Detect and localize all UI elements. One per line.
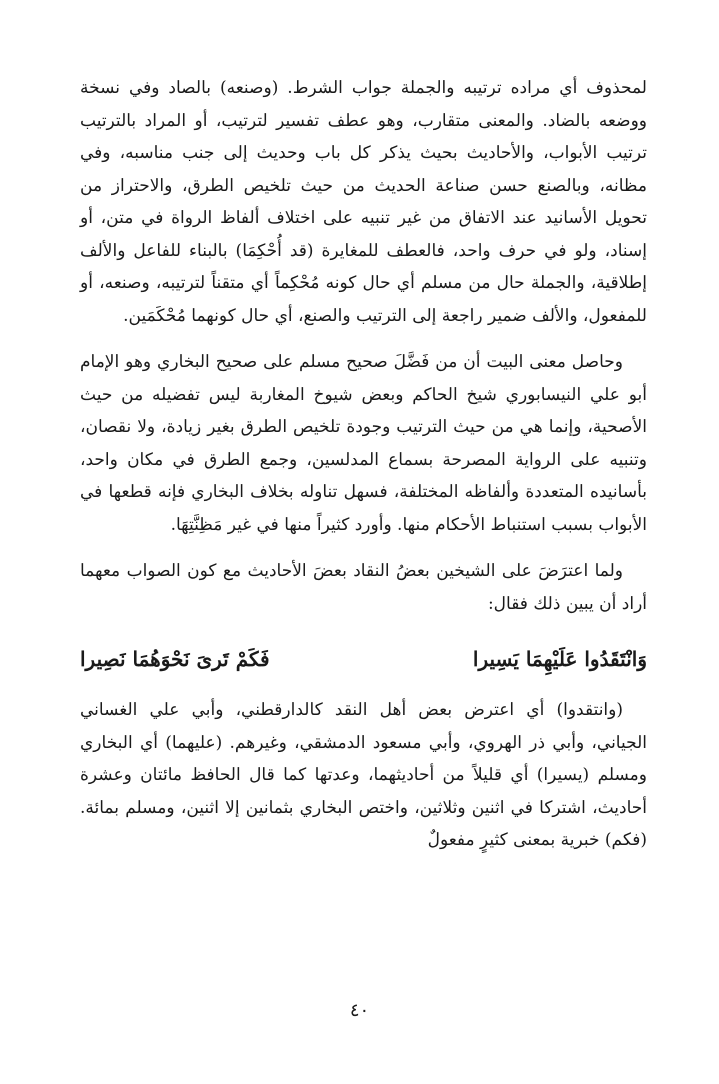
verse-first-hemistich: وَانْتَقَدُوا عَلَيْهِمَا يَسِيرا <box>472 647 647 671</box>
paragraph-transition: ولما اعترَضَ على الشيخين بعضُ النقاد بعضَ الأحاديث مع كون الصواب معهما أراد أن يبين ذلك فقال: <box>80 561 647 614</box>
paragraph-commentary-2: وحاصل معنى البيت أن من فَضَّلَ صحيح مسلم على صحيح البخاري وهو الإمام أبو علي النيسابوري شيخ الحاكم وبعض شيوخ المغاربة ليس تفضيله من حيث الأصحية، وإنما هي من حيث الترتيب وجودة تلخيص الطرق بغير زيادة، ولا نقصان، وتنبيه على الرواية المصرحة بسماع المدلسين، وجمع الطرق في مكان واحد، بأسانيده المتعددة وألفاظه المختلفة، فسهل تناوله بخلاف البخاري فإنه قطعها في الأبواب بسبب استنباط الأحكام منها. وأورد كثيراً منها في غير مَظِنَّتِهَا. <box>80 352 647 535</box>
verse-second-hemistich: فَكَمْ تَرىَ نَحْوَهُمَا نَصِيرا <box>80 647 270 671</box>
page-body <box>80 72 647 857</box>
paragraph-commentary-1: لمحذوف أي مراده ترتيبه والجملة جواب الشرط. (وصنعه) بالصاد وفي نسخة ووضعه بالضاد. والمعنى متقارب، وهو عطف تفسير لترتيب، أو المراد بالترتيب ترتيب الأبواب، والأحاديث بحيث يذكر كل باب وحديث إلى جنب مناسبه، وفي مظانه، وبالصنع حسن صناعة الحديث من حيث تلخيص الطرق، والاحتراز من تحويل الأسانيد عند الاتفاق من غير تنبيه على اختلاف ألفاظ الرواة في متن، أو إسناد، ولو في حرف واحد، فالعطف للمغايرة (قد أُحْكِمَا) بالبناء للفاعل والألف إطلاقية، والجملة حال من مسلم أي حال كونه مُحْكِماً أي متقناً لترتيبه، وصنعه، أو للمفعول، والألف ضمير راجعة إلى الترتيب والصنع، أي حال كونهما مُحْكَمَين. <box>80 78 647 326</box>
verse-line <box>80 642 647 676</box>
paragraph-commentary-3: (وانتقدوا) أي اعترض بعض أهل النقد كالدارقطني، وأبي علي الغساني الجياني، وأبي ذر الهروي، وأبي مسعود الدمشقي، وغيرهم. (عليهما) أي البخاري ومسلم (يسيرا) أي قليلاً من أحاديثهما، وعدتها كما قال الحافظ مائتان وعشرة أحاديث، اشتركا في اثنين وثلاثين، واختص البخاري بثمانين إلا اثنين، ومسلم بمائة. (فكم) خبرية بمعنى كثيرٍ مفعولٌ <box>80 700 647 850</box>
page-number: ٤٠ <box>349 1000 370 1021</box>
